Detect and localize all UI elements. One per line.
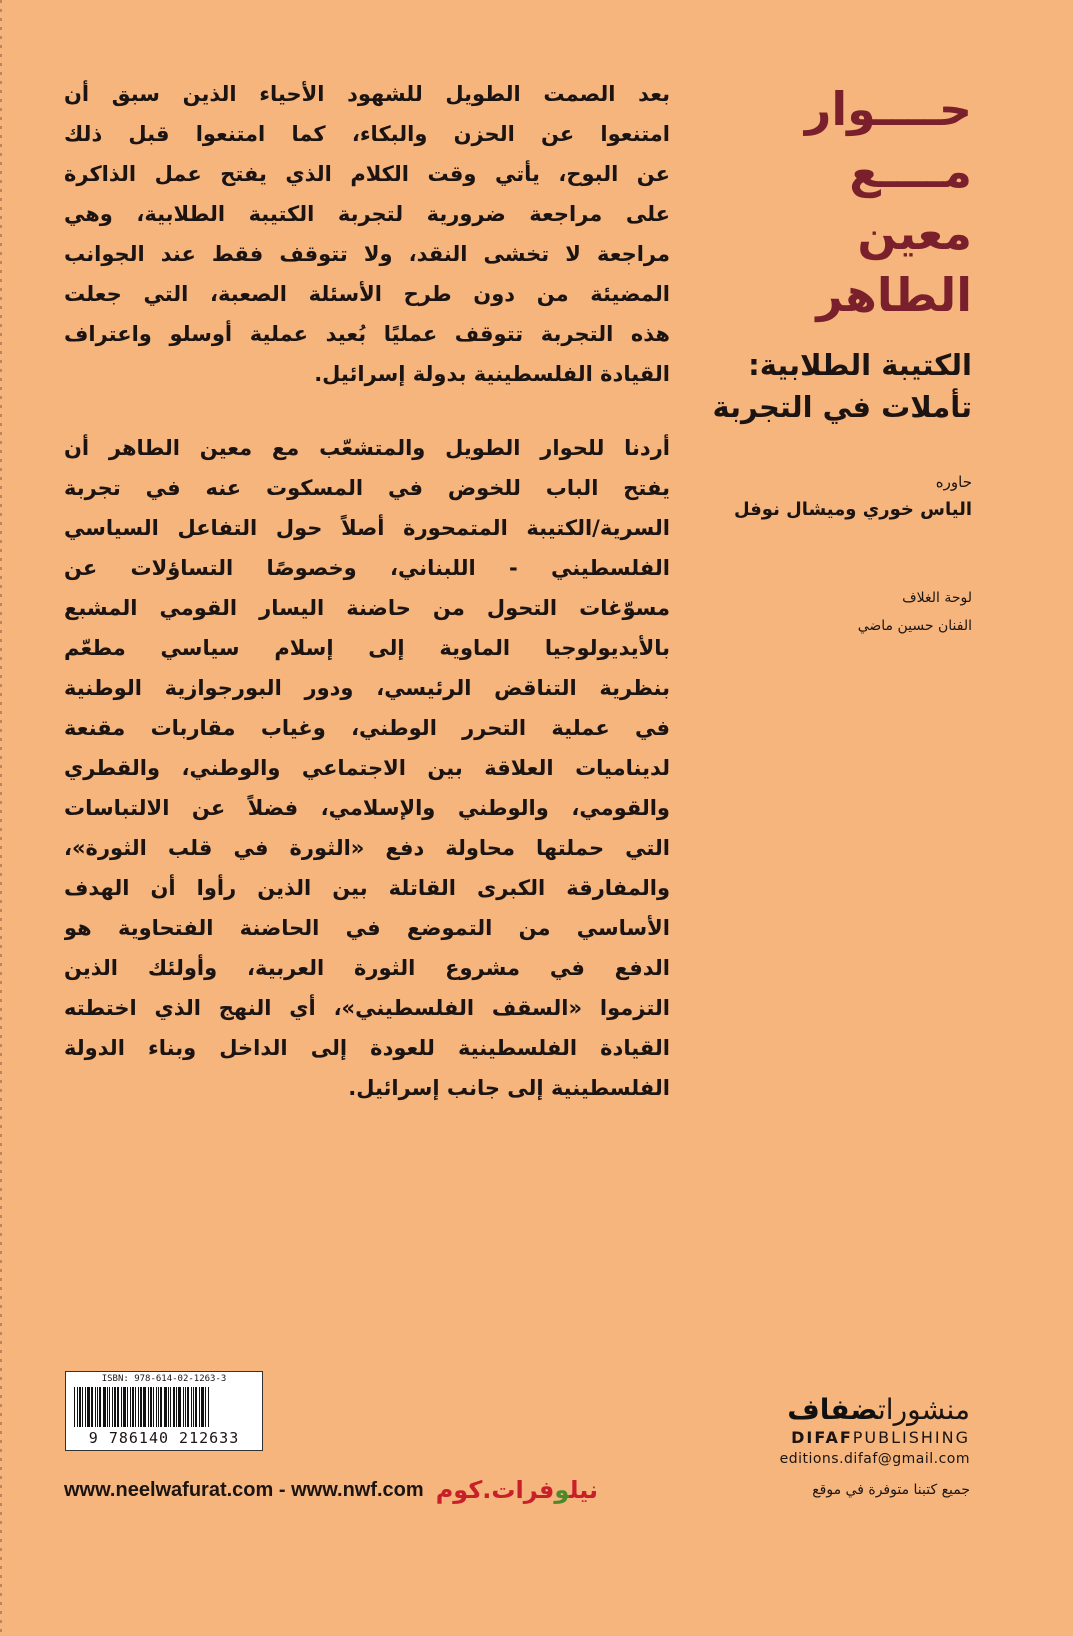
logo-part: فرات — [491, 1476, 555, 1504]
barcode-bars — [74, 1387, 254, 1427]
barcode-bar — [156, 1387, 157, 1427]
text-line: الدفع في مشروع الثورة العربية، وأولئك الذين — [64, 956, 670, 980]
logo-part: .كوم — [435, 1476, 492, 1504]
barcode-bar — [132, 1387, 134, 1427]
barcode-bar — [77, 1387, 78, 1427]
cover-art-label: لوحة الغلاف — [902, 590, 972, 606]
barcode-bar — [135, 1387, 136, 1427]
paragraph-2 — [64, 428, 670, 1108]
barcode-bar — [74, 1387, 75, 1427]
barcode-bar — [121, 1387, 122, 1427]
barcode-bar — [85, 1387, 86, 1427]
publisher-prefix: منشورات — [878, 1393, 970, 1426]
footer — [64, 1472, 970, 1508]
subtitle-line: الكتيبة الطلابية: — [748, 348, 972, 382]
barcode-bar — [148, 1387, 149, 1427]
logo-part: نيل — [569, 1476, 599, 1504]
text-line: القيادة الفلسطينية للعودة إلى الداخل وبناء الدولة — [64, 1036, 670, 1060]
barcode-bar — [183, 1387, 184, 1427]
book-subtitle — [692, 344, 972, 428]
barcode-bar — [170, 1387, 171, 1427]
text-line: أردنا للحوار الطويل والمتشعّب مع معين الطاهر أن — [64, 436, 670, 460]
publisher-en-bold: DIFAF — [791, 1428, 853, 1447]
text-line: امتنعوا عن الحزن والبكاء، كما امتنعوا قبل ذلك — [64, 122, 670, 146]
barcode-bar — [99, 1387, 101, 1427]
neelwafurat-logo — [436, 1476, 598, 1504]
text-line: على مراجعة ضرورية لتجربة الكتيبة الطلابية، وهي — [64, 202, 670, 226]
barcode-bar — [117, 1387, 119, 1427]
text-line: المضيئة من دون طرح الأسئلة الصعبة، التي جعلت — [64, 282, 670, 306]
text-line: بالأيديولوجيا الماوية إلى إسلام سياسي مطعّم — [64, 636, 670, 660]
website-urls: www.neelwafurat.com - www.nwf.com — [64, 1478, 424, 1501]
text-line: والمفارقة الكبرى القاتلة بين الذين رأوا أن الهدف — [64, 876, 670, 900]
barcode-bar — [103, 1387, 106, 1427]
interview-label: حاوره — [935, 473, 972, 491]
barcode-bar — [205, 1387, 206, 1427]
barcode-bar — [150, 1387, 152, 1427]
title-line: معين الطاهر — [816, 206, 972, 322]
right-column — [692, 78, 972, 640]
barcode-bar — [168, 1387, 169, 1427]
barcode-bar — [160, 1387, 162, 1427]
back-cover-text — [64, 74, 670, 1108]
availability-note: جميع كتبنا متوفرة في موقع — [812, 1482, 970, 1498]
barcode-bar — [191, 1387, 192, 1427]
barcode-bar — [82, 1387, 83, 1427]
text-line: الفلسطيني - اللبناني، وخصوصًا التساؤلات عن — [64, 556, 670, 580]
ean-number: 9 786140 212633 — [66, 1429, 262, 1448]
barcode-bar — [127, 1387, 128, 1427]
text-line: بعد الصمت الطويل للشهود الأحياء الذين سبق أن — [64, 82, 670, 106]
text-line: القيادة الفلسطينية بدولة إسرائيل. — [314, 362, 670, 386]
publisher-arabic — [780, 1393, 970, 1427]
publisher-logo — [780, 1393, 970, 1469]
barcode-bar — [164, 1387, 167, 1427]
paragraph-1 — [64, 74, 670, 394]
text-line: هذه التجربة تتوقف عمليًا بُعيد عملية أوسلو واعتراف — [64, 322, 670, 346]
subtitle-line: تأملات في التجربة — [712, 390, 972, 424]
interviewer-names: الياس خوري وميشال نوفل — [733, 499, 972, 520]
publisher-english — [780, 1427, 970, 1449]
text-line: الفلسطينية إلى جانب إسرائيل. — [348, 1076, 670, 1100]
barcode-bar — [112, 1387, 113, 1427]
barcode-bar — [91, 1387, 93, 1427]
title-line: حــــوار مــــع — [804, 82, 972, 198]
publisher-email: editions.difaf@gmail.com — [779, 1451, 970, 1467]
barcode-bar — [138, 1387, 139, 1427]
publisher-en-rest: PUBLISHING — [852, 1428, 970, 1447]
text-line: التزموا «السقف الفلسطيني»، أي النهج الذي اختطته — [64, 996, 670, 1020]
isbn-text: ISBN: 978-614-02-1263-3 — [101, 1374, 227, 1384]
barcode-bar — [95, 1387, 96, 1427]
text-line: مراجعة لا تخشى النقد، ولا تتوقف فقط عند الجوانب — [64, 242, 670, 266]
barcode-bar — [158, 1387, 159, 1427]
barcode-bar — [201, 1387, 204, 1427]
text-line: لديناميات العلاقة بين الاجتماعي والوطني، والقطري — [64, 756, 670, 780]
barcode-bar — [173, 1387, 175, 1427]
isbn-barcode — [65, 1371, 263, 1451]
barcode-bar — [178, 1387, 181, 1427]
barcode-bar — [199, 1387, 200, 1427]
barcode-bar — [79, 1387, 81, 1427]
barcode-bar — [140, 1387, 142, 1427]
publisher-name: ضفاف — [787, 1393, 879, 1426]
barcode-bar — [176, 1387, 177, 1427]
barcode-bar — [195, 1387, 197, 1427]
text-line: الأساسي من التموضع في الحاضنة الفتحاوية هو — [64, 916, 670, 940]
interviewers — [692, 468, 972, 524]
barcode-bar — [107, 1387, 108, 1427]
barcode-bar — [87, 1387, 90, 1427]
barcode-bar — [130, 1387, 131, 1427]
text-line: التي حملتها محاولة دفع «الثورة في قلب الثورة»، — [64, 836, 670, 860]
cover-artist: الفنان حسين ماضي — [857, 618, 972, 634]
text-line: السرية/الكتيبة المتمحورة أصلاً حول التفاعل السياسي — [64, 516, 670, 540]
barcode-bar — [97, 1387, 98, 1427]
text-line: عن البوح، يأتي وقت الكلام الذي يفتح عمل الذاكرة — [64, 162, 670, 186]
barcode-bar — [185, 1387, 186, 1427]
text-line: مسوّغات التحول من حاضنة اليسار القومي المشبع — [64, 596, 670, 620]
barcode-bar — [114, 1387, 116, 1427]
barcode-bar — [187, 1387, 189, 1427]
cover-art-credit — [692, 584, 972, 640]
page-edge — [0, 0, 2, 1636]
barcode-bar — [143, 1387, 146, 1427]
logo-part: و — [554, 1476, 570, 1504]
barcode-bar — [109, 1387, 110, 1427]
barcode-bar — [123, 1387, 126, 1427]
text-line: والقومي، والوطني والإسلامي، فضلاً عن الالتباسات — [64, 796, 670, 820]
text-line: بنظرية التناقض الرئيسي، ودور البورجوازية الوطنية — [64, 676, 670, 700]
barcode-bar — [208, 1387, 209, 1427]
book-title — [692, 78, 972, 326]
text-line: في عملية التحرر الوطني، وغياب مقاربات مقنعة — [64, 716, 670, 740]
barcode-bar — [153, 1387, 154, 1427]
barcode-bar — [193, 1387, 194, 1427]
text-line: يفتح الباب للخوض في المسكوت عنه في تجربة — [64, 476, 670, 500]
